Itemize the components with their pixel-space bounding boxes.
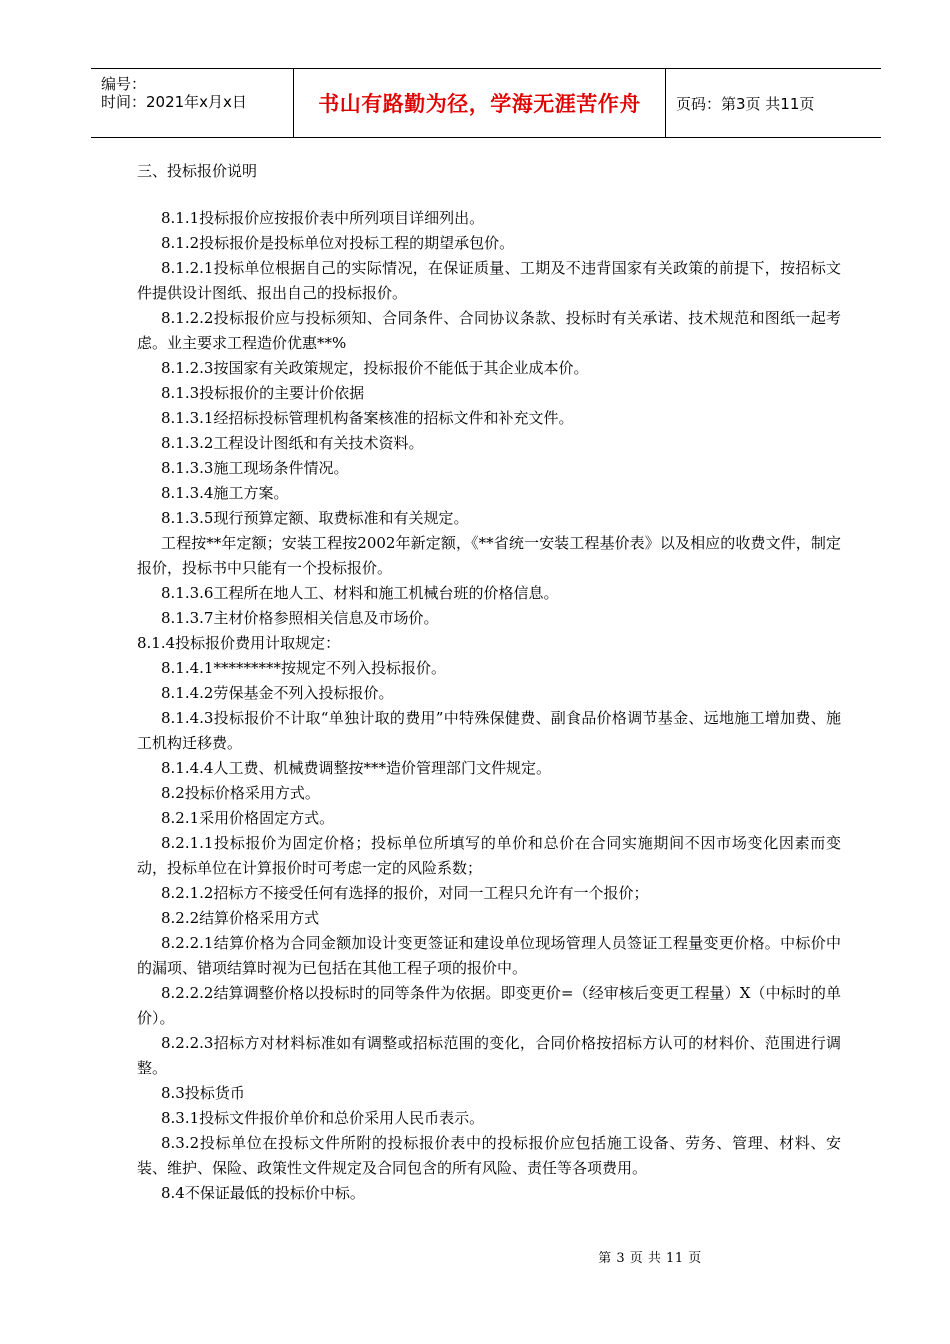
paragraph: 8.1.1投标报价应按报价表中所列项目详细列出。 xyxy=(161,209,485,227)
paragraph: 8.3投标货币 xyxy=(161,1084,245,1102)
paragraph: 8.2.1.2招标方不接受任何有选择的报价，对同一工程只允许有一个报价； xyxy=(161,884,649,902)
paragraph: 8.1.3.6工程所在地人工、材料和施工机械台班的价格信息。 xyxy=(161,584,559,602)
page-footer xyxy=(0,1247,950,1266)
paragraph: 8.1.4.2劳保基金不列入投标报价。 xyxy=(161,684,394,702)
header-meta-cell xyxy=(91,69,294,137)
paragraph: 8.1.4.4人工费、机械费调整按***造价管理部门文件规定。 xyxy=(161,759,551,777)
paragraph: 8.1.2投标报价是投标单位对投标工程的期望承包价。 xyxy=(161,234,515,252)
paragraph: 8.1.3.1经招标投标管理机构备案核准的招标文件和补充文件。 xyxy=(161,409,574,427)
header-motto-cell xyxy=(294,69,666,137)
paragraph: 8.1.2.1投标单位根据自己的实际情况，在保证质量、工期及不违背国家有关政策的前提下，按招标文件提供设计图纸、报出自己的投标报价。 xyxy=(137,259,841,302)
paragraph: 8.1.3.3施工现场条件情况。 xyxy=(161,459,349,477)
paragraph: 8.4不保证最低的投标价中标。 xyxy=(161,1184,365,1202)
paragraph: 8.1.4.3投标报价不计取“单独计取的费用”中特殊保健费、副食品价格调节基金、远地施工增加费、施工机构迁移费。 xyxy=(137,709,841,752)
document-time-label: 时间：2021年x月x日 xyxy=(101,93,247,111)
paragraph: 8.3.2投标单位在投标文件所附的投标报价表中的投标报价应包括施工设备、劳务、管理、材料、安装、维护、保险、政策性文件规定及合同包含的所有风险、责任等各项费用。 xyxy=(137,1134,841,1177)
paragraph: 8.2投标价格采用方式。 xyxy=(161,784,320,802)
paragraph: 8.2.2结算价格采用方式 xyxy=(161,909,320,927)
paragraph: 8.2.1.1投标报价为固定价格；投标单位所填写的单价和总价在合同实施期间不因市场变化因素而变动，投标单位在计算报价时可考虑一定的风险系数； xyxy=(137,834,841,877)
page-header xyxy=(91,68,881,138)
paragraph: 8.1.3.2工程设计图纸和有关技术资料。 xyxy=(161,434,424,452)
paragraph: 工程按**年定额；安装工程按2002年新定额，《**省统一安装工程基价表》以及相应的收费文件，制定报价，投标书中只能有一个投标报价。 xyxy=(137,534,841,577)
paragraph: 8.1.4投标报价费用计取规定： xyxy=(137,634,341,652)
footer-page-number: 第 3 页 共 11 页 xyxy=(598,1251,702,1266)
paragraph: 8.1.2.3按国家有关政策规定，投标报价不能低于其企业成本价。 xyxy=(161,359,589,377)
paragraph: 8.2.1采用价格固定方式。 xyxy=(161,809,335,827)
paragraph: 8.1.3.7主材价格参照相关信息及市场价。 xyxy=(161,609,439,627)
document-number-label: 编号： xyxy=(101,75,147,93)
paragraph: 8.1.2.2投标报价应与投标须知、合同条件、合同协议条款、投标时有关承诺、技术规范和图纸一起考虑。业主要求工程造价优惠**% xyxy=(137,309,841,352)
paragraph: 8.1.3.5现行预算定额、取费标准和有关规定。 xyxy=(161,509,469,527)
paragraph: 8.1.3.4施工方案。 xyxy=(161,484,289,502)
paragraph: 8.2.2.2结算调整价格以投标时的同等条件为依据。即变更价=（经审核后变更工程量）X（中标时的单价）。 xyxy=(137,984,841,1027)
paragraph: 8.1.3投标报价的主要计价依据 xyxy=(161,384,365,402)
paragraph: 8.2.2.3招标方对材料标准如有调整或招标范围的变化，合同价格按招标方认可的材料价、范围进行调整。 xyxy=(137,1034,841,1077)
paragraph: 8.2.2.1结算价格为合同金额加设计变更签证和建设单位现场管理人员签证工程量变更价格。中标价中的漏项、错项结算时视为已包括在其他工程子项的报价中。 xyxy=(137,934,841,977)
paragraph: 8.1.4.1*********按规定不列入投标报价。 xyxy=(161,659,446,677)
header-page-code: 页码：第3页 共11页 xyxy=(676,94,815,113)
header-motto: 书山有路勤为径，学海无涯苦作舟 xyxy=(318,92,641,116)
paragraph: 8.3.1投标文件报价单价和总价采用人民币表示。 xyxy=(161,1109,485,1127)
document-body xyxy=(137,206,841,1206)
section-title: 三、投标报价说明 xyxy=(137,162,258,180)
